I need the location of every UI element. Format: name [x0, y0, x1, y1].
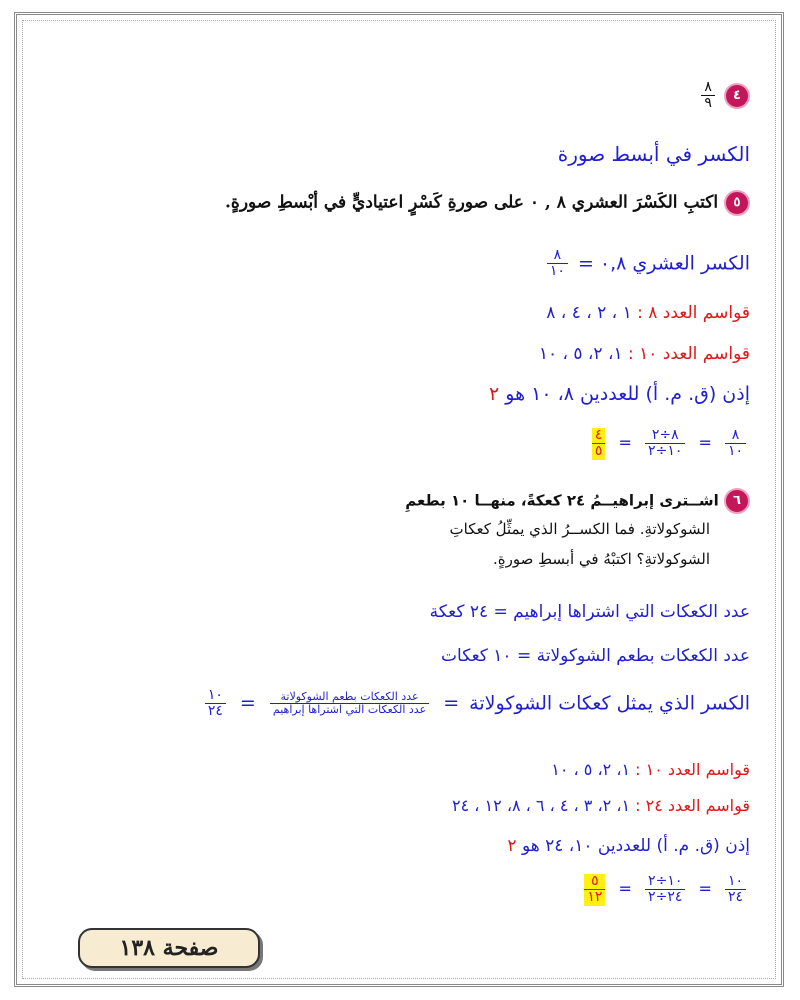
q6-frac-den: ٢٤: [205, 703, 226, 719]
q6-factors24-values: ١، ٢، ٣ ، ٤ ، ٦ ، ٨، ١٢ ، ٢٤: [452, 796, 631, 815]
q6-gcf: [507, 836, 750, 856]
q6-step2-den: ٢٤÷٢: [645, 889, 685, 905]
equals-sign: =: [698, 433, 712, 453]
q6-total-cakes: عدد الكعكات التي اشتراها إبراهيم = ٢٤ كعكة: [429, 602, 750, 622]
q6-step2-fraction: [645, 874, 685, 906]
q5-decimal-prefix: الكسر العشري ٠,٨ =: [577, 252, 750, 275]
equals-sign: =: [618, 879, 632, 899]
q6-factors10-values: ١، ٢، ٥ ، ١٠: [551, 760, 631, 779]
equals-sign: =: [443, 692, 460, 715]
q6-line3: الشوكولاتةِ؟ اكتبْهُ في أبسطِ صورةٍ.: [493, 550, 710, 568]
q4-answer: [697, 80, 750, 112]
q6-gcf-value: ٢: [507, 836, 517, 856]
q6-step2-num: ١٠÷٢: [648, 873, 683, 889]
simplest-form-label: الكسر في أبسط صورة: [557, 142, 750, 166]
q6-step1-num: ١٠: [727, 873, 743, 889]
page-number-label: صفحة ١٣٨: [78, 928, 260, 968]
question-5-badge: ٥: [724, 190, 750, 216]
q6-frac-num: ١٠: [207, 687, 223, 703]
equals-sign: =: [618, 433, 632, 453]
q5-step1-num: ٨: [731, 427, 740, 443]
q5-decimal-fraction: [547, 248, 568, 280]
q5-step1-fraction: [725, 428, 746, 460]
q5-result-den: ٥: [592, 443, 606, 459]
q5-factors10-label: قواسم العدد ١٠ :: [627, 344, 750, 364]
q6-line2: الشوكولاتةِ. فما الكســرُ الذي يمثِّلُ كعكاتِ: [449, 520, 710, 538]
q6-result-fraction: [584, 874, 605, 906]
q5-result-num: ٤: [594, 427, 603, 443]
q5-step2-num: ٨÷٢: [651, 427, 679, 443]
q5-factors-10: [539, 344, 750, 364]
q5-question-text: اكتبِ الكَسْرَ العشري ٨ , ٠ على صورةِ كَسْرٍ اعتياديٍّ في أبْسطِ صورةٍ.: [225, 192, 719, 213]
q6-gcf-text: إذن (ق. م. أ) للعددين ١٠، ٢٤ هو: [521, 836, 750, 856]
q5-factors10-values: ١، ٢، ٥ ، ١٠: [538, 344, 623, 364]
q6-factors10-label: قواسم العدد ١٠ :: [635, 760, 750, 779]
q5-gcf: [489, 383, 750, 405]
q5-gcf-value: ٢: [489, 383, 500, 405]
q5-result-fraction: [592, 428, 606, 460]
q6-fraction-prefix: الكسر الذي يمثل كعكات الشوكولاتة: [469, 692, 750, 715]
q4-numerator: ٨: [704, 79, 712, 95]
question-6-badge: ٦: [724, 488, 750, 514]
q5-decimal-line: [543, 248, 750, 280]
q6-result-den: ١٢: [584, 889, 605, 905]
q5-factors-8: [546, 303, 750, 323]
q6-step1-den: ٢٤: [725, 889, 746, 905]
q6-word-den: عدد الكعكات التي اشتراها إبراهيم: [270, 703, 429, 716]
q5-gcf-text: إذن (ق. م. أ) للعددين ٨، ١٠ هو: [505, 383, 750, 405]
q6-line1-text: اشــترى إبراهيــمُ ٢٤ كعكةً، منهــا ١٠ بطعمِ: [405, 491, 719, 510]
equals-sign: =: [698, 879, 712, 899]
question-4-badge: ٤: [724, 83, 750, 109]
q6-word-num: عدد الكعكات بطعم الشوكولاتة: [280, 690, 419, 704]
q5-frac-den: ١٠: [547, 263, 568, 279]
q5-step1-den: ١٠: [725, 443, 746, 459]
q6-factors24-label: قواسم العدد ٢٤ :: [635, 796, 750, 815]
q6-factors-10: [551, 760, 750, 779]
q5-factors8-values: ١ ، ٢ ، ٤ ، ٨: [546, 303, 632, 323]
equals-sign: =: [239, 692, 256, 715]
q5-simplify: [588, 428, 750, 460]
q5-frac-num: ٨: [553, 247, 562, 263]
q6-factors-24: [452, 796, 750, 815]
q4-fraction: [701, 80, 715, 112]
q6-word-fraction: [270, 691, 429, 716]
q6-simplify: [580, 874, 750, 906]
q5-factors8-label: قواسم العدد ٨ :: [637, 303, 750, 323]
q5-step2-fraction: [645, 428, 685, 460]
q6-result-num: ٥: [591, 873, 599, 889]
q6-fraction-line: [201, 688, 750, 720]
q6-numeric-fraction: [205, 688, 226, 720]
q6-chocolate-cakes: عدد الكعكات بطعم الشوكولاتة = ١٠ كعكات: [441, 646, 750, 666]
q5-step2-den: ١٠÷٢: [645, 443, 685, 459]
q6-line1: [405, 488, 750, 514]
q4-denominator: ٩: [701, 95, 715, 111]
q5-question: [225, 190, 750, 216]
q6-step1-fraction: [725, 874, 746, 906]
